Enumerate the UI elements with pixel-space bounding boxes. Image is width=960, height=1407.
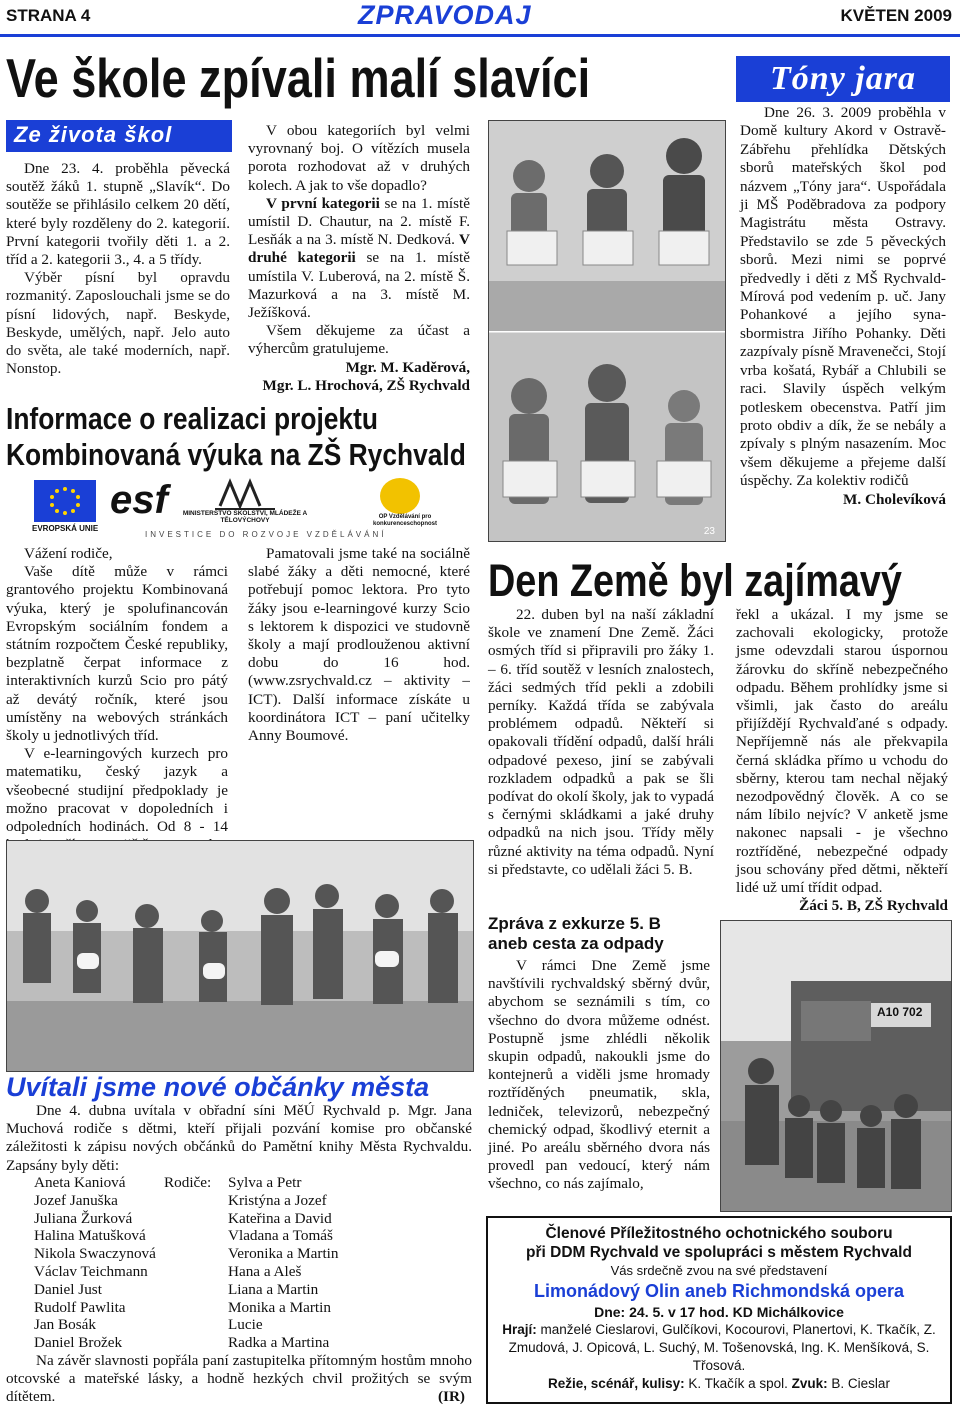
parents-name: Radka a Martina xyxy=(228,1334,330,1352)
result-cat1-label: V první kategorii xyxy=(266,194,380,212)
eu-stars-icon xyxy=(34,480,96,522)
theatre-announcement xyxy=(486,1216,952,1404)
child-name: Daniel Just xyxy=(34,1280,102,1298)
tony-jara-signature: M. Cholevíková xyxy=(843,490,946,508)
headline-exkurze-1: Zpráva z exkurze 5. B xyxy=(488,914,661,933)
list-item xyxy=(34,1174,339,1192)
list-item xyxy=(34,1263,339,1281)
result-cat1: se na 1. místě umístil D. Chautur, na 2. místě F. Lesňák a na 3. místě N. Dedková. xyxy=(248,194,470,249)
projekt-para3: Pamatovali jsme také na sociálně slabé žáky a děti nemocné, které potřebují pomoc lektora. Pro tyto žáky jsou e-learningové kurzy Scio s lektorem k dispozici ve studovně školy a mají prodlouženou aktivní dobu do 16 hod. (www.zsrychvald.cz – aktivity – ICT). Další informace získáte u koordinátora ICT – paní učitelky Anny Boumové. xyxy=(248,545,470,745)
msmt-logo-mark xyxy=(215,478,275,510)
den-zeme-col1 xyxy=(488,606,714,879)
parents-name: Liana a Martin xyxy=(228,1280,319,1298)
list-item xyxy=(34,1299,339,1317)
list-item xyxy=(34,1227,339,1245)
logo-strip xyxy=(30,478,470,540)
list-item xyxy=(34,1210,339,1228)
exkurze-block xyxy=(488,957,710,1194)
list-item xyxy=(34,1281,339,1299)
headline-projekt-2: Kombinovaná výuka na ZŠ Rychvald xyxy=(6,437,466,472)
page-number: STRANA 4 xyxy=(6,6,91,25)
child-name: Nikola Swaczynová xyxy=(34,1245,156,1263)
photo-number: 23 xyxy=(703,526,715,537)
theatre-when-label: Dne: xyxy=(594,1304,626,1320)
slavici-para2: Výběr písní byl opravdu rozmanitý. Zaposlouchali jsme se do písní lidových, např. Beskyde, Beskyde, umělých, např. Jelo auto do světa, ale také moderních, např. Nonstop. xyxy=(6,269,230,378)
list-item xyxy=(34,1316,339,1334)
parents-name: Sylva a Petr xyxy=(228,1174,302,1191)
tony-jara-block xyxy=(740,104,946,509)
theatre-cast: manželé Cieslarovi, Gulčíkovi, Kocourovi, Planertovi, K. Tkačík, Z. Zmudová, J. Opicová, L. Suchý, M. Tošenovská, Ing. K. Menšíková, S. Třosová. xyxy=(508,1322,936,1373)
parents-name: Kateřina a David xyxy=(228,1209,332,1227)
parents-name: Vladana a Tomáš xyxy=(228,1227,333,1245)
theatre-sound: B. Cieslar xyxy=(827,1376,890,1391)
headline-exkurze-2: aneb cesta za odpady xyxy=(488,934,664,953)
parents-label: Rodiče: xyxy=(164,1174,212,1191)
den-zeme-signature: Žáci 5. B, ZŠ Rychvald xyxy=(799,897,948,915)
obcanky-signature: (IR) xyxy=(438,1388,465,1405)
obcanky-closing-block xyxy=(6,1352,472,1407)
headline-den-zeme: Den Země byl zajímavý xyxy=(488,555,902,606)
children-list xyxy=(34,1174,339,1352)
child-name: Rudolf Pawlita xyxy=(34,1298,126,1316)
esf-logo: esf xyxy=(110,478,168,522)
parents-name: Kristýna a Jozef xyxy=(228,1191,327,1209)
theatre-invite: Vás srdečně zvou na své představení xyxy=(610,1263,828,1278)
obcanky-closing: Na závěr slavnosti popřála paní zastupitelka přítomným hostům mnoho otcovské a mateřské lásky, a hodně hezkých chvil prožitých se svým dítětem. xyxy=(6,1352,472,1406)
truck-photo xyxy=(720,920,952,1212)
child-name: Daniel Brožek xyxy=(34,1334,123,1352)
slavici-thanks: Všem děkujeme za účast a výhercům gratulujeme. xyxy=(248,322,470,358)
child-name: Juliana Žurková xyxy=(34,1209,133,1227)
list-item xyxy=(34,1334,339,1352)
theatre-when: 24. 5. v 17 hod. KD Michálkovice xyxy=(625,1304,844,1320)
op-logo-sun xyxy=(380,478,420,514)
projekt-col2 xyxy=(248,545,470,835)
den-zeme-text2: řekl a ukázal. I my jsme se zachovali ekologicky, protože jsme odevzdali starou úspornou žárovku do skříně nebezpečného odpadu. Během prohlídky jsme si všimli, jak často do areálu přijíždějí Rychvalďané s odpady. Nepříjemně nás ale překvapila černá skládka přímo u vchodu do sběrny, kterou tam nechal nějaký nezodpovědný člověk. A co se nám líbilo nejvíc? V anketě jsme nakonec napsali - je všechno roztříděné, nebezpečné odpady jsou schovány před dětmi, někteří lidé už umí třídit odpad. xyxy=(736,606,948,897)
theatre-play-title: Limonádový Olin aneb Richmondská opera xyxy=(533,1281,905,1301)
op-label: OP Vzdělávání pro konkurenceschopnost xyxy=(372,514,437,527)
winners-photo-art xyxy=(489,121,725,541)
theatre-cast-label: Hrají: xyxy=(502,1322,537,1337)
slavici-col2 xyxy=(248,122,470,395)
logo-tagline: INVESTICE DO ROZVOJE VZDĚLÁVÁNÍ xyxy=(145,530,387,539)
parents-name: Veronika a Martin xyxy=(228,1245,339,1263)
child-name: Aneta Kaniová xyxy=(34,1174,126,1191)
issue-date: KVĚTEN 2009 xyxy=(840,6,952,25)
truck-photo-art xyxy=(721,921,951,1211)
headline-obcanky: Uvítali jsme nové občánky města xyxy=(6,1072,430,1102)
obcanky-intro-block xyxy=(6,1102,472,1175)
exkurze-text: V rámci Dne Země jsme navštívili rychvaldský sběrný dvůr, abychom se seznámili s tím, co všechno do dvora můžeme odnést. Postupně jsme zhlédli několik skupin odpadů, nakoukli jsme do kontejnerů a viděli jsme hromady roztříděných pneumatik, skla, ledniček, televizorů, nebezpečný chemický odpad, škodlivý eternit a jiné. Po areálu sběrného dvora nás provedl pan vedoucí, který nám všechno, co nás zajímalo, xyxy=(488,957,710,1193)
theatre-crew-label: Režie, scénář, kulisy: xyxy=(548,1376,685,1391)
projekt-para2: V e-learningových kurzech pro matematiku, český jazyk a všeobecné studijní předpoklady je možno pracovat v dopoledních i odpoledních hodinách. Od 8 - 14 xyxy=(6,745,228,836)
slavici-para3: V obou kategoriích byl velmi vyrovnaný boj. O vítězích musela porota rozhodovat až v druhých kolech. A jak to vše dopadlo? xyxy=(248,122,470,194)
eu-label: EVROPSKÁ UNIE xyxy=(32,524,99,533)
list-item xyxy=(34,1245,339,1263)
tony-jara-title-box xyxy=(736,56,950,102)
theatre-title-1: Členové Příležitostného ochotnického souboru xyxy=(545,1225,893,1242)
truck-plate: A10 702 xyxy=(877,1005,923,1019)
den-zeme-col2 xyxy=(736,606,948,915)
masthead: ZPRAVODAJ xyxy=(358,0,532,30)
result-cat2: se na 1. místě umístila V. Luberová, na 2. místě Š. Mazurková a na 3. místě M. Ježíšková. xyxy=(248,249,470,322)
parents-name: Monika a Martin xyxy=(228,1298,331,1316)
parents-name: Hana a Aleš xyxy=(228,1262,302,1280)
msmt-label: MINISTERSTVO ŠKOLSTVÍ, MLÁDEŽE A TĚLOVÝCHOVY xyxy=(182,510,308,524)
slavici-para1: Dne 23. 4. proběhla pěvecká soutěž žáků 1. stupně „Slavík“. Do soutěže se přihlásilo celkem 20 dětí, které byly rozděleny do 2. kategorií. První kategorii tvořily děti 1. a 2. tříd a 2. kategorii 3., 4. a 5 třídy. xyxy=(6,160,230,269)
child-name: Jan Bosák xyxy=(34,1316,97,1334)
result-cat2-label: V druhé kategorii xyxy=(248,231,470,267)
ceremony-photo-art xyxy=(7,841,473,1071)
obcanky-intro: Dne 4. dubna uvítala v obřadní síni MěÚ Rychvald p. Mgr. Jana Muchová rodiče s dětmi, kteří přijali pozvání komise pro občanské záležitosti k zápisu nových občánků do Pamětní knihy Města Rychvaldu. Zapsány byly děti: xyxy=(6,1102,472,1174)
headline-tony-jara: Tóny jara xyxy=(770,60,916,97)
child-name: Jozef Januška xyxy=(34,1191,118,1209)
theatre-sound-label: Zvuk: xyxy=(791,1376,828,1391)
child-name: Václav Teichmann xyxy=(34,1262,148,1280)
list-item xyxy=(34,1192,339,1210)
parents-name: Lucie xyxy=(228,1316,263,1334)
projekt-greeting: Vážení rodiče, xyxy=(24,545,113,562)
theatre-title-2: při DDM Rychvald ve spolupráci s městem Rychvald xyxy=(526,1244,912,1261)
tony-jara-text: Dne 26. 3. 2009 proběhla v Domě kultury Akord v Ostravě-Zábřehu přehlídka Dětských sborů mateřských škol pod názvem „Tóny jara“. Uspořádala ji MŠ Poděbradova za podpory Magistrátu města Ostravy. Představilo se zde 5 pěveckých sborů. Mezi nimi se poprvé předvedly i děti z MŠ Rychvald-Mírová pod vedením p. uč. Jany Pohankové a jejího syna-sbormistra Jiřího Pohanky. Děti zazpívaly písně Mravenečci, Stojí vrba košatá, Rybář a Chlubili se raci. Slavily úspěch velkým potleskem obecenstva. Patří jim proto obdiv a dík, že se nebály a zpívaly s plným nasazením. Moc všem děkujeme a přejeme další úspěchy. Za kolektiv rodičů xyxy=(740,104,946,490)
section-label-box xyxy=(6,120,232,152)
slavici-sign2: Mgr. L. Hrochová, ZŠ Rychvald xyxy=(262,376,470,394)
headline-projekt-1: Informace o realizaci projektu xyxy=(6,401,378,436)
theatre-crew: K. Tkačík a spol. xyxy=(684,1376,792,1391)
header-rule xyxy=(0,34,960,37)
msmt-icon xyxy=(215,478,275,508)
headline-slavici: Ve škole zpívali malí slavíci xyxy=(6,47,591,109)
den-zeme-text1: 22. duben byl na naší základní škole ve znamení Dne Země. Žáci osmých tříd si připravili pro žáky 1. – 6. tříd soutěž v lesních znalostech, žáci sedmých tříd pekli a zdobili perníky. Každá třída se zabývala problémem odpadů. Někteří si opakovali třídění odpadů, další hráli odpadové pexeso, jiní se zabývali rozkladem odpadků a pak se šli podívat do okolí školy, jak to vypadá s černými skládkami a jaké druhy odpadků na nich jsou. Třídy měly různé aktivity na téma odpadů. Nyní si představte, co udělali žáci 5. B. xyxy=(488,606,714,878)
eu-flag-logo xyxy=(34,480,96,522)
child-name: Halina Matušková xyxy=(34,1227,146,1245)
slavici-col1 xyxy=(6,160,230,378)
slavici-sign1: Mgr. M. Kaděrová, xyxy=(345,358,470,376)
projekt-para1: Vaše dítě může v rámci grantového projektu Kombinovaná výuka, který je spolufinancován Evropským sociálním fondem a státním rozpočtem České republiky, bezplatně čerpat informace z interaktivních kurzů Scio pro pátý až devátý ročník, které jsou umístěny na webových stránkách školy u jednotlivých tříd. xyxy=(6,563,228,745)
winners-photo xyxy=(488,120,726,542)
section-label: Ze života škol xyxy=(14,122,173,147)
ceremony-photo xyxy=(6,840,474,1072)
